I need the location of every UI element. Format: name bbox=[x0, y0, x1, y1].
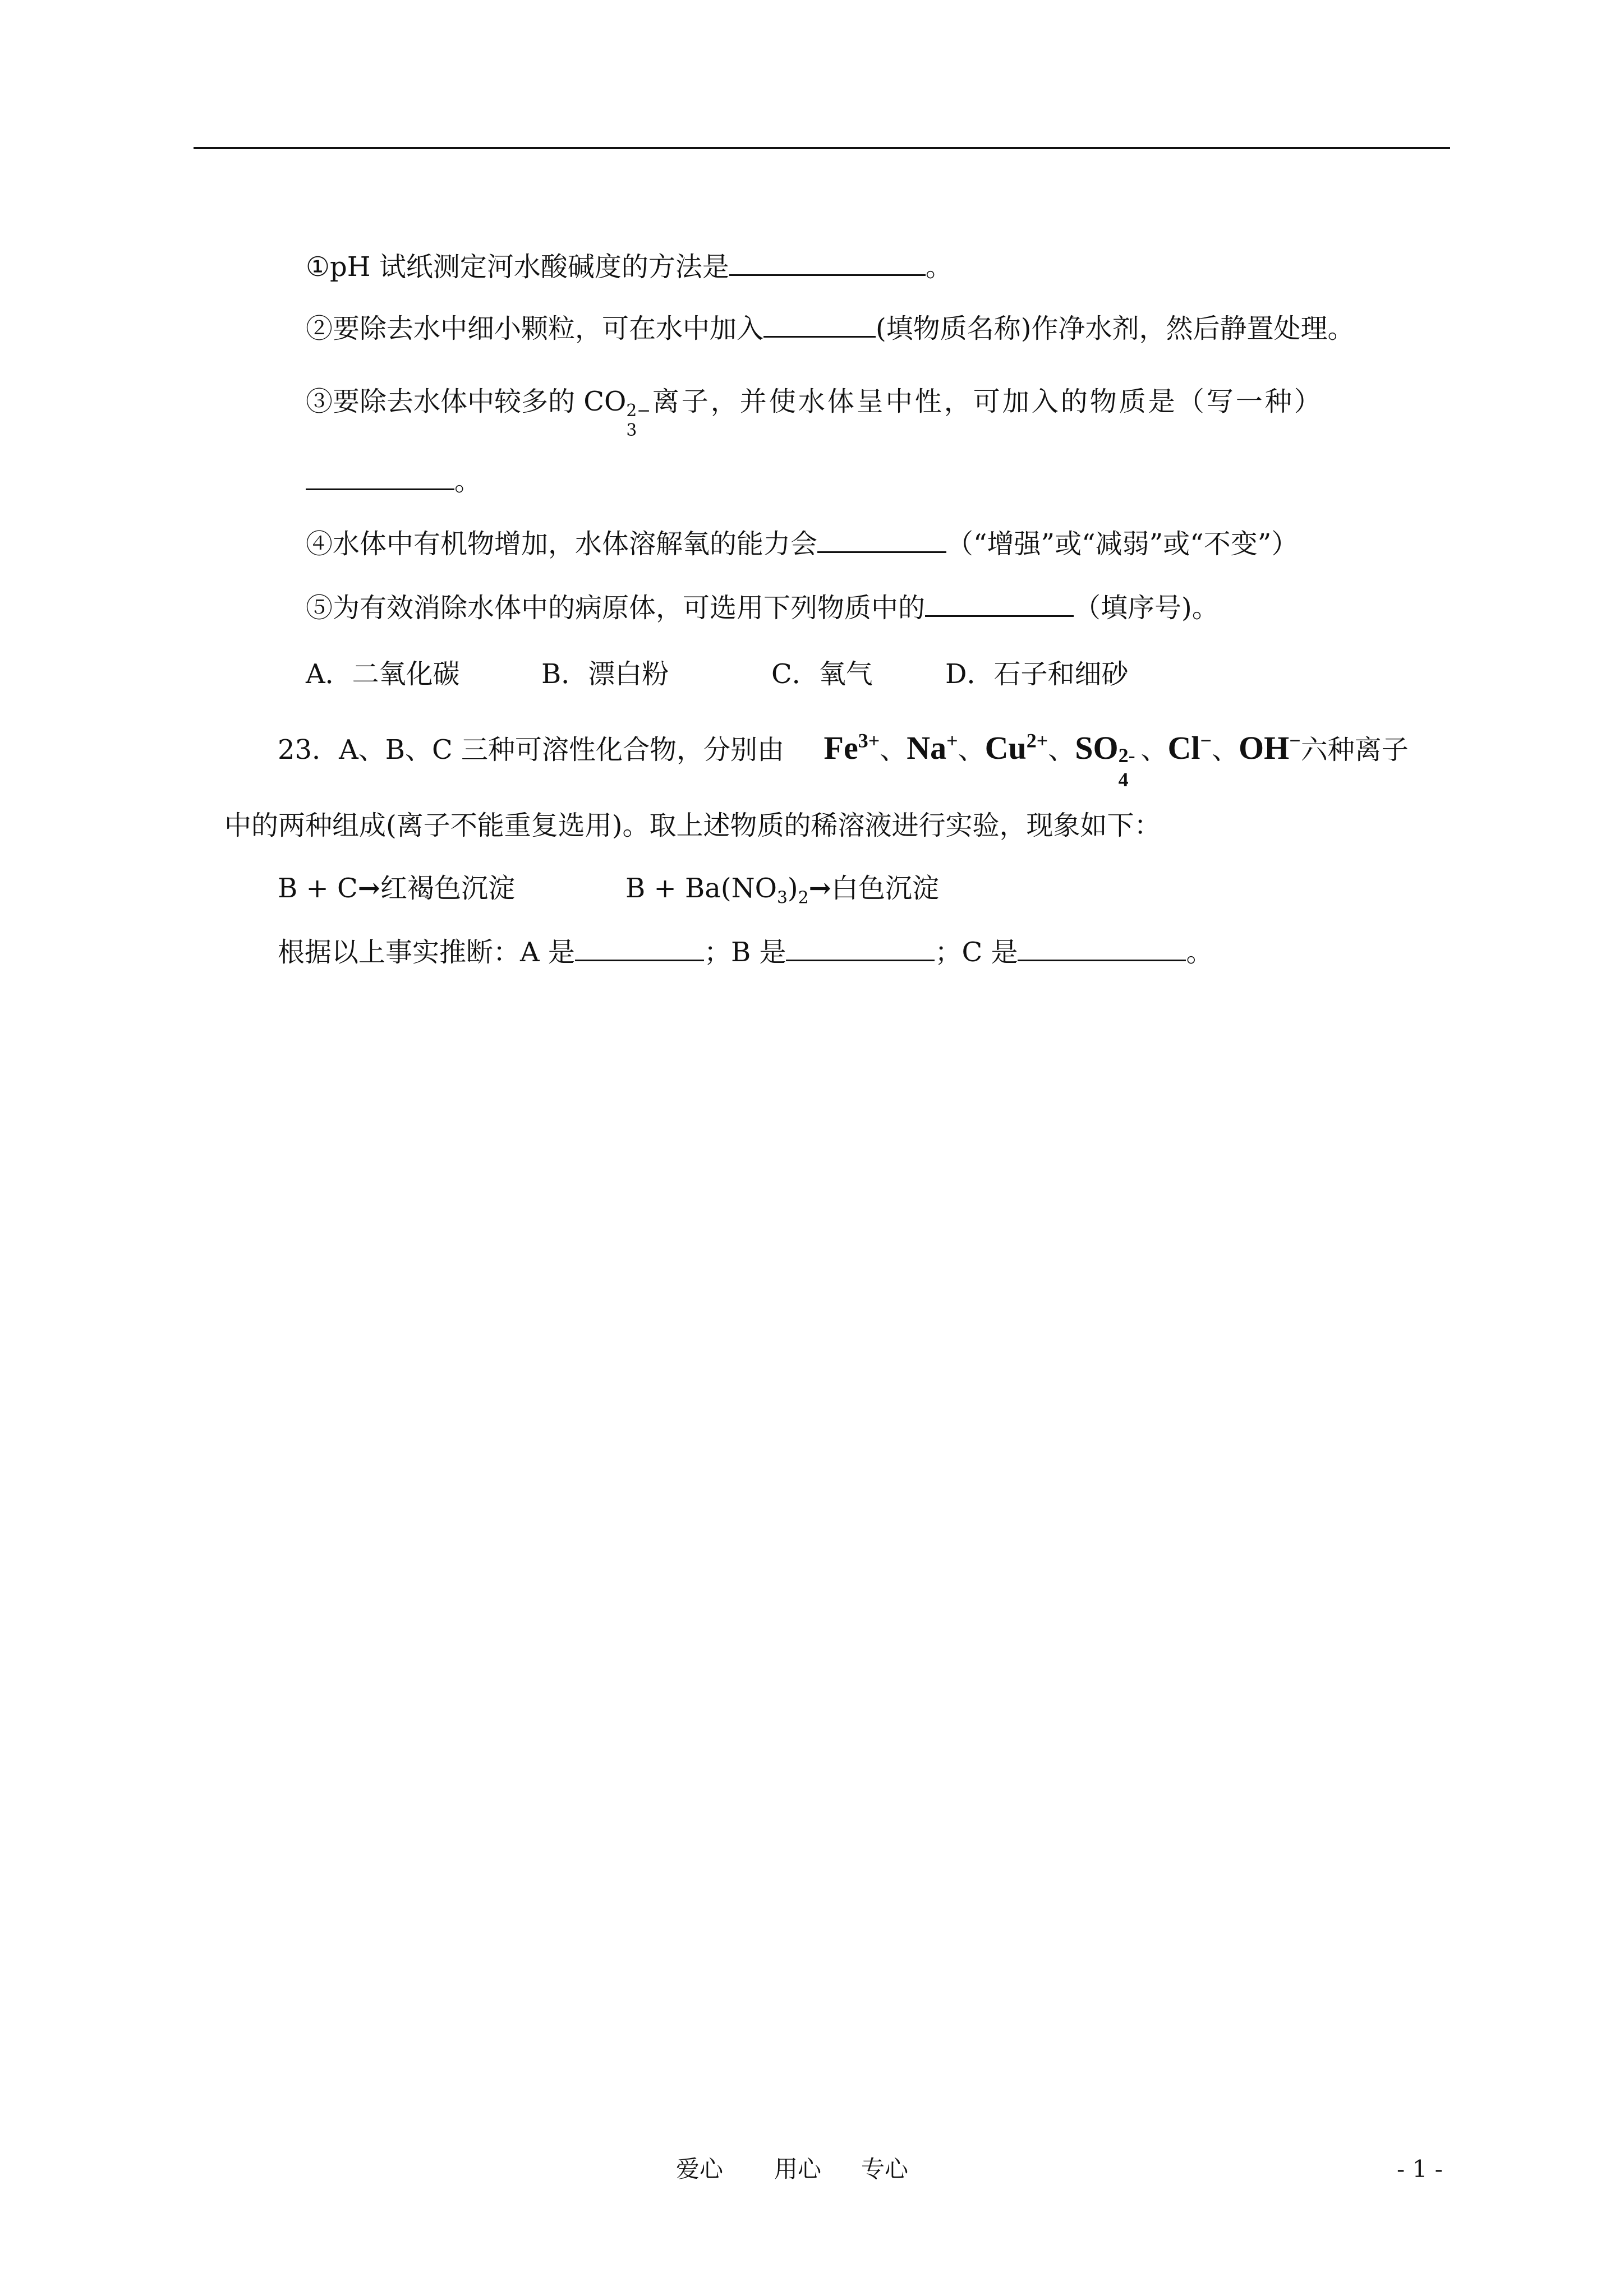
answer-blank[interactable] bbox=[306, 464, 454, 490]
q22-item-3-continuation: 。 bbox=[306, 463, 481, 499]
answer-blank[interactable] bbox=[729, 250, 926, 276]
q22-item-2: ②要除去水中细小颗粒，可在水中加入 (填物质名称)作净水剂，然后静置处理。 bbox=[306, 311, 1354, 347]
q23-stem-line-2: 中的两种组成(离子不能重复选用)。取上述物质的稀溶液进行实验，现象如下： bbox=[224, 810, 1161, 841]
q23-stem-line-1: 23．A、B、C 三种可溶性化合物，分别由 $Fe^{3+}$、Na+、$Cu^{2+}$、SO 2- 4 、Cl−、OH−六种离子 bbox=[278, 729, 1409, 791]
q22-item-3: ③要除去水体中较多的 CO 2− 3 离子，并使水体呈中性，可加入的物质是（写一种） bbox=[306, 386, 1323, 441]
ion-oh: OH− bbox=[1239, 729, 1301, 766]
footer-motto-3: 专心 bbox=[861, 2155, 909, 2183]
option-b: B．漂白粉 bbox=[541, 658, 669, 690]
q22-options bbox=[306, 656, 1129, 692]
ion-na: Na+ bbox=[907, 729, 958, 766]
q23-reactions bbox=[278, 870, 939, 906]
answer-blank-a[interactable] bbox=[575, 935, 704, 961]
page-number: - 1 - bbox=[1397, 2155, 1443, 2183]
reaction-1: B + C→红褐色沉淀 bbox=[278, 873, 515, 904]
answer-blank[interactable] bbox=[817, 527, 946, 553]
answer-blank[interactable] bbox=[763, 311, 876, 338]
option-a: A．二氧化碳 bbox=[306, 658, 460, 690]
header-rule bbox=[194, 147, 1450, 149]
q22-item-4: ④水体中有机物增加，水体溶解氧的能力会 （“增强”或“减弱”或“不变”） bbox=[306, 526, 1298, 562]
answer-blank[interactable] bbox=[925, 591, 1074, 617]
q22-item-1: ①pH 试纸测定河水酸碱度的方法是 。 bbox=[306, 249, 953, 285]
option-d: D．石子和细砂 bbox=[945, 658, 1129, 690]
answer-blank-b[interactable] bbox=[786, 935, 935, 961]
answer-blank-c[interactable] bbox=[1018, 935, 1186, 961]
q22-item-5: ⑤为有效消除水体中的病原体，可选用下列物质中的 （填序号)。 bbox=[306, 590, 1219, 626]
ion-cl: Cl− bbox=[1167, 729, 1212, 766]
option-c: C．氧气 bbox=[771, 658, 873, 690]
reaction-2: $B + Ba(NO_3)_2\to$白色沉淀 bbox=[625, 873, 939, 908]
footer-motto-1: 爱心 bbox=[676, 2155, 724, 2183]
ion-fe: $Fe^{3+}$ bbox=[823, 729, 880, 766]
ion-cu: $Cu^{2+}$ bbox=[984, 729, 1048, 766]
footer-motto-2: 用心 bbox=[774, 2155, 822, 2183]
ion-so4: SO 2- 4 bbox=[1075, 730, 1135, 791]
q23-conclusion: 根据以上事实推断：A 是 ；B 是 ；C 是 。 bbox=[278, 934, 1213, 970]
